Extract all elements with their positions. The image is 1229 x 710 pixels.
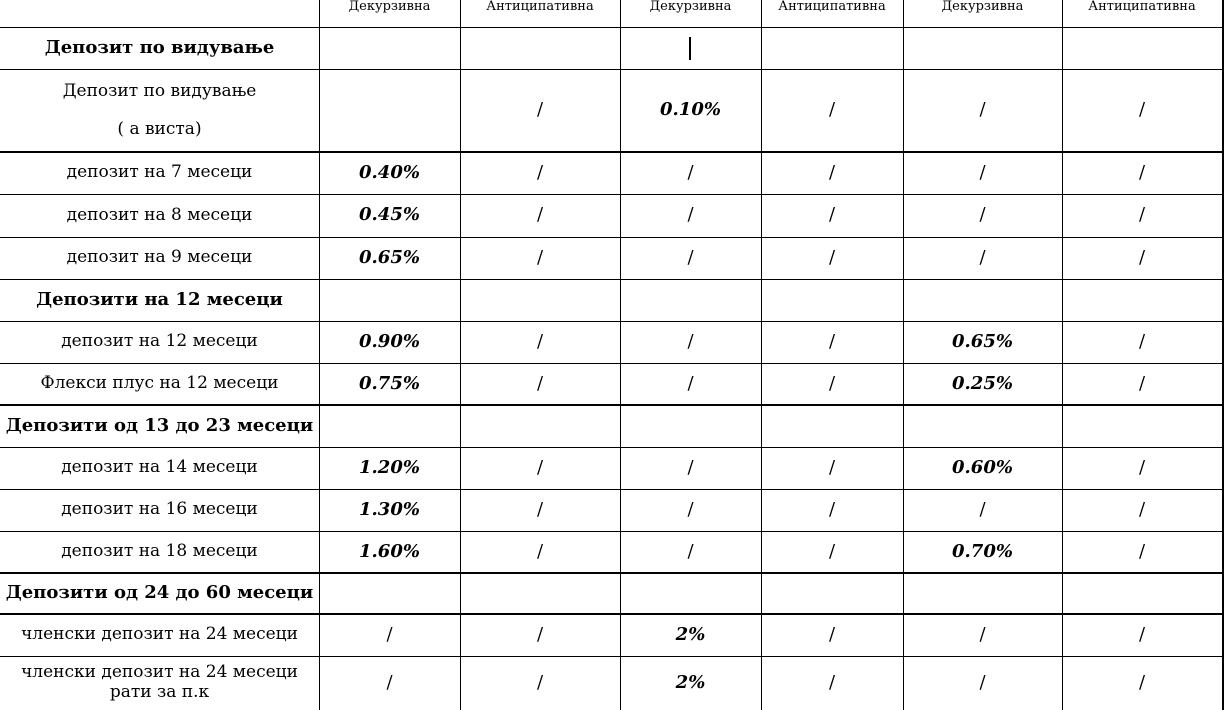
empty-dash: / (979, 623, 986, 645)
column-divider (903, 0, 904, 710)
row-divider (0, 447, 1222, 448)
row-label: Флекси плус на 12 месеци (40, 373, 279, 394)
empty-dash: / (979, 161, 986, 183)
empty-dash: / (687, 456, 694, 478)
rate-value: 0.25% (952, 372, 1013, 394)
row-label: депозит на 9 месеци (66, 247, 253, 268)
rate-value: 2% (675, 623, 706, 645)
row-label (0, 69, 319, 152)
empty-dash: / (828, 204, 836, 226)
empty-dash: / (979, 99, 986, 121)
column-divider (1062, 0, 1063, 710)
row-divider (0, 404, 1222, 406)
empty-dash: / (828, 498, 836, 520)
empty-cell (903, 27, 1062, 69)
empty-dash: / (1138, 540, 1146, 562)
rate-value: 0.65% (952, 330, 1013, 352)
row-label: депозит на 8 месеци (66, 204, 253, 225)
rate-value: 0.45% (359, 204, 420, 226)
empty-dash: / (828, 623, 836, 645)
empty-dash: / (1138, 498, 1146, 520)
empty-dash: / (536, 498, 544, 520)
empty-cell (1062, 27, 1222, 69)
row-label: членски депозит на 24 месеци (21, 624, 298, 645)
empty-cell (620, 573, 761, 614)
column-divider (620, 0, 621, 710)
row-label-line: ( а виста) (117, 118, 202, 139)
rate-value: 1.20% (359, 456, 420, 478)
empty-dash: / (1138, 99, 1146, 121)
row-divider (0, 531, 1222, 532)
empty-cell (1062, 573, 1222, 614)
column-header: Антиципативна (778, 0, 886, 14)
row-divider (0, 237, 1222, 238)
row-label-line: Депозит по видување (62, 80, 257, 101)
empty-dash: / (536, 372, 544, 394)
empty-cell (761, 405, 903, 447)
rate-value: 0.65% (359, 246, 420, 268)
row-label: депозит на 12 месеци (61, 331, 258, 352)
empty-cell (903, 279, 1062, 321)
empty-cell (460, 27, 620, 69)
empty-cell (903, 573, 1062, 614)
row-label-line: членски депозит на 24 месеци (21, 662, 298, 683)
empty-dash: / (1138, 623, 1146, 645)
empty-dash: / (687, 204, 694, 226)
rate-value: 1.30% (359, 498, 420, 520)
empty-dash: / (979, 204, 986, 226)
row-label: депозит на 18 месеци (61, 541, 258, 562)
empty-cell (460, 405, 620, 447)
empty-dash: / (828, 456, 836, 478)
empty-dash: / (828, 161, 836, 183)
rate-value: 1.60% (359, 540, 420, 562)
column-header: Декурзивна (649, 0, 732, 14)
row-divider (0, 151, 1222, 153)
text-cursor (689, 37, 691, 60)
empty-dash: / (687, 246, 694, 268)
row-divider (0, 656, 1222, 657)
column-header (0, 0, 319, 27)
empty-cell (1062, 405, 1222, 447)
empty-dash: / (979, 246, 986, 268)
empty-cell (319, 573, 460, 614)
column-divider (319, 0, 320, 710)
section-label: Депозити од 13 до 23 месеци (5, 414, 314, 436)
empty-cell (460, 279, 620, 321)
empty-dash: / (828, 330, 836, 352)
empty-cell (620, 405, 761, 447)
column-divider (460, 0, 461, 710)
row-label: депозит на 14 месеци (61, 457, 258, 478)
row-label: депозит на 7 месеци (66, 162, 253, 183)
empty-dash: / (1138, 204, 1146, 226)
row-divider (0, 489, 1222, 490)
empty-dash: / (687, 498, 694, 520)
empty-cell (319, 69, 460, 152)
empty-dash: / (828, 671, 836, 693)
rate-value: 0.75% (359, 372, 420, 394)
empty-dash: / (536, 330, 544, 352)
empty-dash: / (536, 246, 544, 268)
row-divider (0, 69, 1222, 70)
empty-cell (620, 279, 761, 321)
empty-dash: / (828, 99, 836, 121)
row-divider (0, 613, 1222, 615)
row-divider (0, 321, 1222, 322)
rate-value: 0.90% (359, 330, 420, 352)
empty-dash: / (1138, 330, 1146, 352)
column-divider (1222, 0, 1224, 710)
empty-cell (319, 27, 460, 69)
rate-value: 0.70% (952, 540, 1013, 562)
empty-dash: / (536, 99, 544, 121)
empty-cell (903, 405, 1062, 447)
empty-dash: / (1138, 456, 1146, 478)
column-header: Декурзивна (348, 0, 431, 14)
empty-cell (761, 573, 903, 614)
section-label: Депозити од 24 до 60 месеци (5, 582, 314, 604)
row-divider (0, 27, 1222, 28)
row-divider (0, 572, 1222, 574)
column-header: Декурзивна (941, 0, 1024, 14)
column-divider (761, 0, 762, 710)
empty-dash: / (1138, 161, 1146, 183)
empty-dash: / (536, 456, 544, 478)
row-label-line: рати за п.к (109, 682, 210, 702)
empty-cell (319, 405, 460, 447)
rate-value: 2% (675, 671, 706, 693)
empty-cell (319, 279, 460, 321)
empty-dash: / (979, 498, 986, 520)
empty-dash: / (536, 204, 544, 226)
empty-cell (761, 279, 903, 321)
empty-dash: / (979, 671, 986, 693)
empty-dash: / (687, 372, 694, 394)
empty-dash: / (828, 540, 836, 562)
empty-dash: / (1138, 246, 1146, 268)
row-label (0, 656, 319, 710)
empty-dash: / (536, 623, 544, 645)
column-header: Антиципативна (1088, 0, 1196, 14)
empty-dash: / (1138, 372, 1146, 394)
empty-dash: / (536, 671, 544, 693)
empty-cell (1062, 279, 1222, 321)
empty-dash: / (536, 540, 544, 562)
row-label: депозит на 16 месеци (61, 499, 258, 520)
empty-dash: / (687, 330, 694, 352)
section-label: Депозити на 12 месеци (36, 288, 283, 310)
empty-dash: / (536, 161, 544, 183)
empty-dash: / (828, 246, 836, 268)
empty-dash: / (386, 671, 393, 693)
empty-dash: / (687, 540, 694, 562)
rate-value: 0.40% (359, 161, 420, 183)
row-divider (0, 194, 1222, 195)
empty-cell (460, 573, 620, 614)
empty-dash: / (386, 623, 393, 645)
rate-value: 0.10% (660, 99, 721, 121)
column-header: Антиципативна (486, 0, 594, 14)
empty-cell (761, 27, 903, 69)
empty-dash: / (687, 161, 694, 183)
row-divider (0, 279, 1222, 280)
empty-dash: / (828, 372, 836, 394)
section-label: Депозит по видување (44, 36, 275, 58)
rate-value: 0.60% (952, 456, 1013, 478)
empty-dash: / (1138, 671, 1146, 693)
row-divider (0, 363, 1222, 364)
